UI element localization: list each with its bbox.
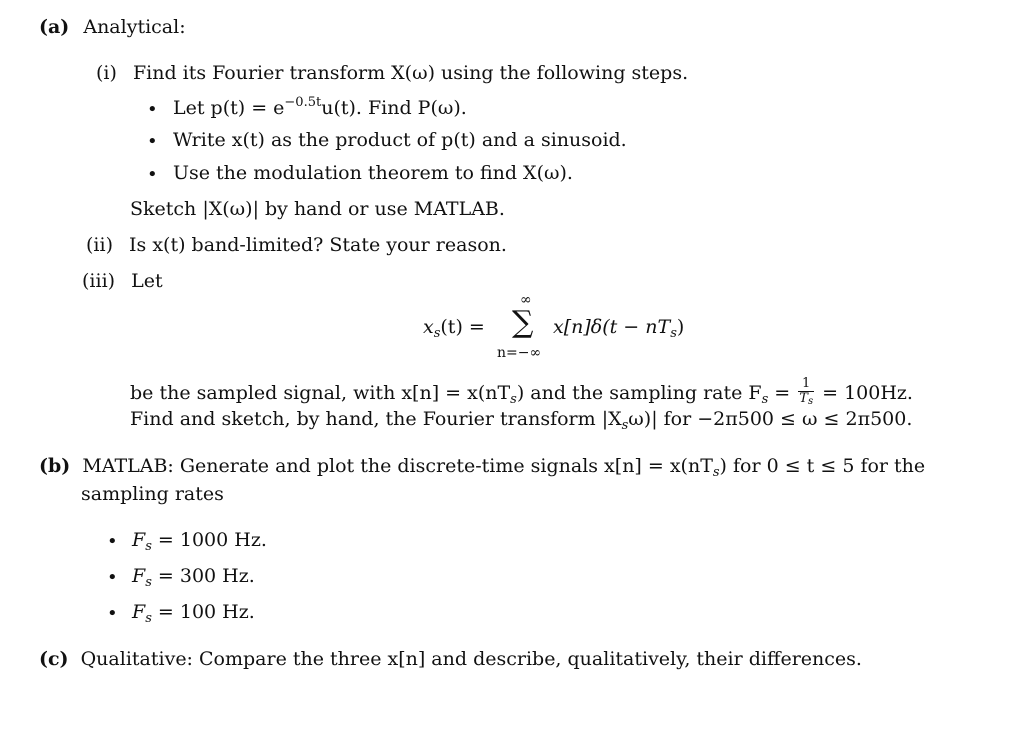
- rate-2-sym: F: [132, 565, 146, 587]
- rate-3-sub: s: [145, 611, 152, 626]
- part-c-label: (c): [39, 648, 69, 670]
- rate-item-3: [132, 601, 255, 624]
- part-a-iii-text: Let: [131, 270, 163, 292]
- line2-b: ω)| for −2π500 ≤ ω ≤ 2π500.: [628, 408, 913, 430]
- part-b-line-1-a: MATLAB: Generate and plot the discrete-time signals x[n] = x(nT: [82, 455, 713, 477]
- equation-lhs-rest: (t) =: [440, 316, 485, 338]
- part-a-i-label: (i): [96, 62, 117, 84]
- part-a: [39, 16, 186, 39]
- step-1-text-a: Let p(t) = e: [173, 97, 285, 119]
- line2-a: Find and sketch, by hand, the Fourier transform |X: [130, 408, 622, 430]
- equation-rhs-end: ): [676, 316, 685, 338]
- rate-3-sym: F: [132, 601, 146, 623]
- part-a-title: Analytical:: [83, 16, 186, 38]
- part-a-iii-line-2: [130, 408, 912, 431]
- part-a-iii: [82, 270, 163, 293]
- part-a-i-step-3: Use the modulation theorem to find X(ω).: [173, 162, 573, 184]
- part-a-ii-label: (ii): [86, 234, 113, 256]
- equation-rhs: [553, 316, 684, 339]
- step-1-text-b: u(t). Find P(ω).: [321, 97, 467, 119]
- part-b-label: (b): [39, 455, 71, 477]
- part-c-text: Qualitative: Compare the three x[n] and describe, qualitatively, their differences.: [80, 648, 862, 670]
- sampling-fraction: [798, 377, 814, 405]
- sum-lower-limit: n=−∞: [497, 345, 542, 361]
- part-b-line-1: [82, 455, 926, 480]
- part-a-i: [96, 62, 688, 85]
- line2-sub: s: [621, 418, 629, 433]
- line1-c: =: [768, 382, 797, 405]
- rate-1-value: = 1000 Hz.: [151, 529, 267, 551]
- fraction-denominator: [798, 392, 814, 406]
- part-a-i-step-2: Write x(t) as the product of p(t) and a sinusoid.: [173, 129, 627, 151]
- rate-item-1: [132, 529, 267, 552]
- fraction-den-sub: s: [807, 395, 814, 407]
- part-a-i-text: Find its Fourier transform X(ω) using the following steps.: [132, 62, 689, 84]
- bullet-icon: •: [107, 531, 118, 552]
- line1-b: ) and the sampling rate F: [516, 382, 762, 405]
- part-b-line-1-b: ) for 0 ≤ t ≤ 5 for the: [719, 455, 926, 477]
- fraction-numerator: 1: [798, 377, 814, 392]
- line1-sub2: s: [761, 392, 769, 408]
- bullet-icon: •: [147, 164, 158, 185]
- part-a-iii-line-1: [130, 376, 913, 408]
- line1-d: = 100Hz.: [816, 382, 913, 405]
- rate-3-value: = 100 Hz.: [151, 601, 255, 623]
- equation-rhs-sub: s: [670, 326, 677, 341]
- equation-lhs-sub: s: [433, 326, 441, 341]
- part-a-i-step-1: [173, 97, 467, 120]
- part-a-iii-label: (iii): [82, 270, 116, 292]
- sum-upper-limit: ∞: [520, 292, 532, 308]
- bullet-icon: •: [107, 603, 118, 624]
- bullet-icon: •: [147, 131, 158, 152]
- line1-sub1: s: [510, 392, 517, 408]
- bullet-icon: •: [107, 567, 118, 588]
- fraction-den-var: T: [799, 390, 808, 406]
- part-b: [39, 455, 925, 478]
- line1-a: be the sampled signal, with x[n] = x(nT: [130, 382, 511, 405]
- rate-2-value: = 300 Hz.: [151, 565, 255, 587]
- step-1-exponent: −0.5t: [284, 95, 322, 110]
- part-a-ii: [86, 234, 507, 257]
- rate-item-2: [132, 565, 255, 588]
- part-b-line-2: sampling rates: [81, 483, 224, 505]
- bullet-icon: •: [147, 99, 158, 120]
- rate-1-sym: F: [132, 529, 146, 551]
- rate-2-sub: s: [145, 575, 152, 590]
- part-a-label: (a): [39, 16, 70, 38]
- equation-rhs-body: x[n]δ(t − nT: [553, 316, 671, 338]
- part-c: [39, 648, 862, 671]
- sum-symbol: ∑: [512, 305, 534, 340]
- equation-lhs-var: x: [423, 316, 434, 338]
- equation-lhs: [423, 316, 485, 339]
- part-b-line-1-sub: s: [712, 465, 720, 480]
- part-a-i-sketch: Sketch |X(ω)| by hand or use MATLAB.: [130, 198, 505, 220]
- part-a-ii-text: Is x(t) band-limited? State your reason.: [129, 234, 507, 256]
- rate-1-sub: s: [145, 539, 152, 554]
